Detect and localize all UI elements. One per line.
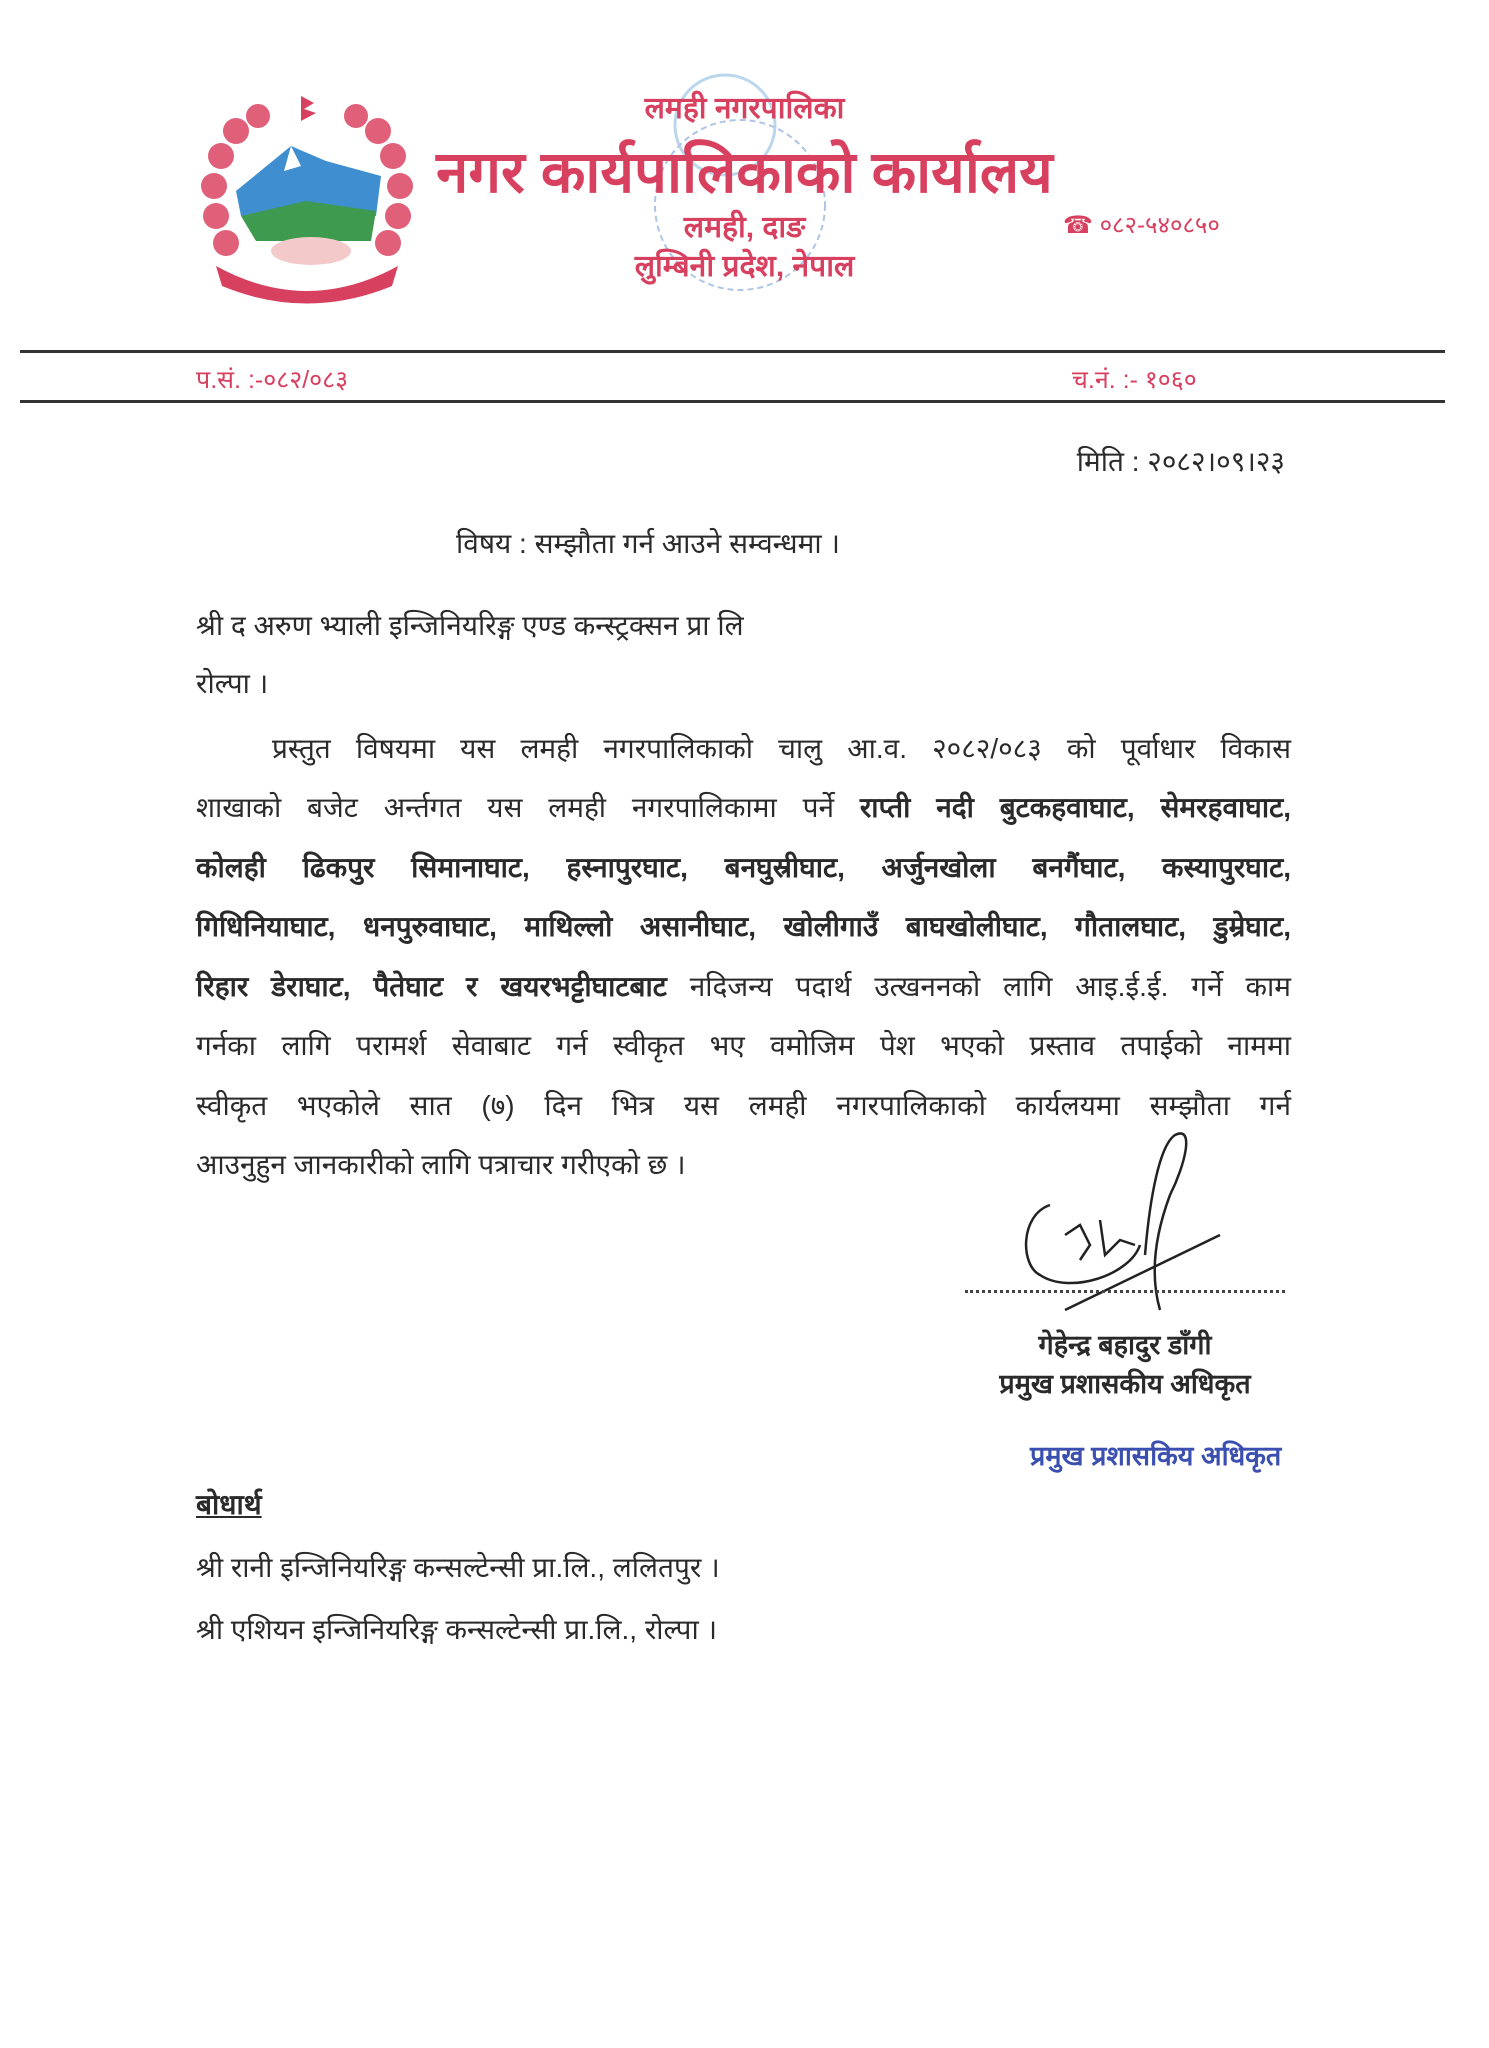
office-place: लमही, दाङ <box>683 211 806 244</box>
office-title: नगर कार्यपालिकाको कार्यालय <box>436 140 1053 205</box>
signatory-name: गेहेन्द्र बहादुर डाँगी <box>1038 1330 1212 1360</box>
body-text-bold: गिधिनियाघाट, धनपुरुवाघाट, माथिल्लो असानीघाट, खोलीगाउँ बाघखोलीघाट, गौतालघाट, डुम्रेघाट, <box>196 911 1291 942</box>
municipality-name: लमही नगरपालिका <box>644 92 845 125</box>
letter-subject: विषय : सम्झौता गर्न आउने सम्वन्धमा । <box>456 528 841 559</box>
body-text: आउनुहुन जानकारीको लागि पत्राचार गरीएको छ । <box>196 1149 686 1180</box>
dispatch-number: च.नं. :- १०६० <box>1072 366 1197 394</box>
body-text: गर्नका लागि परामर्श सेवाबाट गर्न स्वीकृत भए वमोजिम पेश भएको प्रस्ताव तपाईको नाममा <box>196 1030 1291 1061</box>
body-text-bold: रिहार डेराघाट, पैतेघाट र खयरभट्टीघाटबाट <box>196 971 667 1002</box>
header-rule-top <box>20 350 1445 353</box>
body-line <box>196 788 1291 826</box>
body-line <box>272 729 1291 767</box>
body-text: प्रस्तुत विषयमा यस लमही नगरपालिकाको चालु आ.व. २०८२/०८३ को पूर्वाधार विकास <box>272 733 1291 764</box>
phone-number: ०८२-५४०८५० <box>1099 212 1220 239</box>
addressee-name: श्री द अरुण भ्याली इन्जिनियरिङ्ग एण्ड कन्स्ट्रक्सन प्रा लि <box>196 610 744 641</box>
telephone-icon: ☎ <box>1063 212 1093 239</box>
header-rule-bottom <box>20 400 1445 403</box>
body-line <box>196 1026 1291 1064</box>
body-text: नदिजन्य पदार्थ उत्खननको लागि आइ.ई.ई. गर्ने काम <box>666 971 1291 1002</box>
cc-item: श्री एशियन इन्जिनियरिङ्ग कन्सल्टेन्सी प्रा.लि., रोल्पा । <box>196 1614 718 1645</box>
body-line <box>196 967 1291 1005</box>
body-line <box>196 848 1291 886</box>
body-text-bold: कोलही ढिकपुर सिमानाघाट, हस्नापुरघाट, बनघुस्रीघाट, अर्जुनखोला बनगैंघाट, कस्यापुरघाट, <box>196 852 1291 883</box>
body-text-bold: राप्ती नदी बुटकहवाघाट, सेमरहवाघाट, <box>859 792 1291 823</box>
body-text: स्वीकृत भएकोले सात (७) दिन भित्र यस लमही नगरपालिकाको कार्यलयमा सम्झौता गर्न <box>196 1090 1291 1121</box>
handwritten-signature <box>1010 1125 1230 1315</box>
body-text: शाखाको बजेट अर्न्तगत यस लमही नगरपालिकामा पर्ने <box>196 792 860 823</box>
body-line <box>196 1086 1291 1124</box>
phone-contact <box>1063 208 1220 241</box>
official-stamp: प्रमुख प्रशासकिय अधिकृत <box>1030 1441 1282 1471</box>
signatory-title: प्रमुख प्रशासकीय अधिकृत <box>999 1369 1251 1399</box>
signature-line <box>965 1290 1285 1293</box>
cc-item: श्री रानी इन्जिनियरिङ्ग कन्सल्टेन्सी प्रा.लि., ललितपुर । <box>196 1552 720 1583</box>
fiscal-reference: प.सं. :-०८२/०८३ <box>196 366 349 394</box>
cc-heading: बोधार्थ <box>196 1489 262 1520</box>
body-line <box>196 907 1291 945</box>
addressee-location: रोल्पा । <box>196 668 269 699</box>
letter-date: मिति : २०८२।०९।२३ <box>1076 446 1285 477</box>
office-province: लुम्बिनी प्रदेश, नेपाल <box>634 250 855 283</box>
